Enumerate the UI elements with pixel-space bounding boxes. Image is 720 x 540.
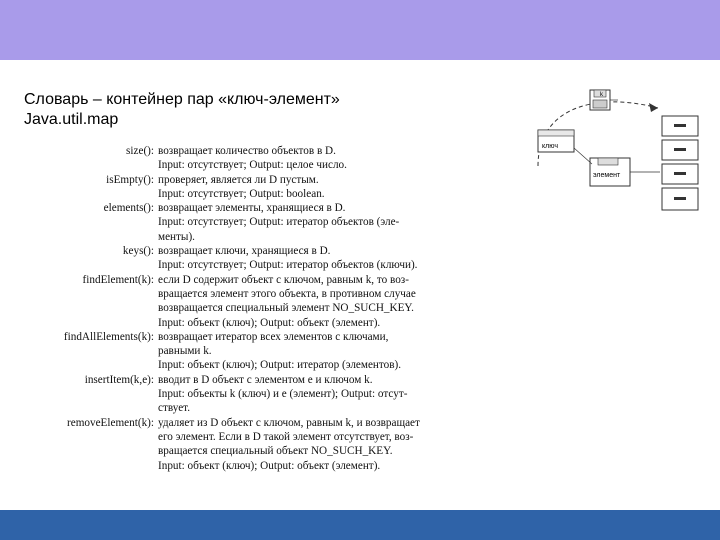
method-row — [40, 244, 470, 273]
method-row — [40, 144, 470, 173]
method-row — [40, 201, 470, 244]
dictionary-illustration — [528, 86, 708, 246]
description-line: равными k. — [158, 345, 212, 358]
element-label: элемент — [593, 172, 621, 179]
description-line: Input: отсутствует; Output: boolean. — [158, 187, 325, 200]
description-line: возвращается специальный элемент NO_SUCH_KEY. — [158, 302, 414, 315]
description-line: Input: объект (ключ); Output: объект (элемент). — [158, 459, 381, 472]
footer-band — [0, 510, 720, 540]
title-line-2: Java.util.map — [24, 111, 119, 128]
description-line: вводит в D объект с элементом e и ключом k. — [158, 373, 373, 386]
description-line: удаляет из D объект с ключом, равным k, и возвращает — [158, 416, 420, 429]
key-label: ключ — [542, 143, 558, 150]
description-line: возвращает количество объектов в D. — [158, 145, 336, 157]
slide-title — [24, 90, 340, 130]
method-name: findAllElements(k): — [63, 330, 154, 343]
method-name: insertItem(k,e): — [84, 373, 154, 386]
method-row — [40, 330, 470, 373]
key-card-icon — [538, 130, 574, 152]
method-list — [40, 144, 470, 473]
description-line: менты). — [158, 230, 195, 243]
method-name: isEmpty(): — [106, 173, 154, 186]
method-row — [40, 173, 470, 202]
element-disk-icon — [590, 158, 630, 186]
description-line: Input: объект (ключ); Output: объект (элемент). — [158, 316, 381, 329]
header-band — [0, 0, 720, 60]
description-line: возвращает итератор всех элементов с ключами, — [158, 330, 389, 343]
method-description — [158, 173, 470, 202]
method-description — [158, 273, 470, 330]
description-line: проверяет, является ли D пустым. — [158, 173, 319, 186]
method-name: findElement(k): — [82, 273, 154, 286]
method-description — [158, 373, 470, 416]
title-line-1: Словарь – контейнер пар «ключ-элемент» — [24, 91, 340, 108]
method-description — [158, 330, 470, 373]
method-row — [40, 373, 470, 416]
description-line: ствует. — [158, 402, 191, 415]
method-description — [158, 416, 470, 473]
arc-arrowhead — [649, 103, 658, 112]
method-description — [158, 201, 470, 244]
description-line: возвращает элементы, хранящиеся в D. — [158, 202, 346, 215]
description-line: Input: отсутствует; Output: целое число. — [158, 159, 347, 172]
description-line: Input: отсутствует; Output: итератор объектов (эле- — [158, 216, 400, 229]
method-name: size(): — [126, 145, 154, 157]
floppy-disk-icon — [590, 90, 610, 110]
description-line: его элемент. Если в D такой элемент отсутствует, воз- — [158, 430, 414, 443]
description-line: если D содержит объект с ключом, равным k, то воз- — [158, 273, 409, 286]
description-line: вращается элемент этого объекта, в противном случае — [158, 287, 416, 300]
description-line: Input: объекты k (ключ) и e (элемент); Output: отсут- — [158, 388, 408, 401]
method-row — [40, 273, 470, 330]
method-description — [158, 244, 470, 273]
method-name: removeElement(k): — [67, 416, 154, 429]
method-name: keys(): — [122, 245, 154, 258]
description-line: Input: отсутствует; Output: итератор объектов (ключи). — [158, 259, 418, 272]
method-description — [158, 144, 470, 173]
description-line: Input: объект (ключ); Output: итератор (элементов). — [158, 359, 402, 372]
method-name: elements(): — [103, 202, 154, 215]
disk-letter: k — [600, 92, 603, 98]
file-cabinet-icon — [662, 116, 698, 210]
description-line: возвращает ключи, хранящиеся в D. — [158, 245, 331, 258]
description-line: вращается специальный объект NO_SUCH_KEY. — [158, 445, 393, 458]
method-row — [40, 416, 470, 473]
